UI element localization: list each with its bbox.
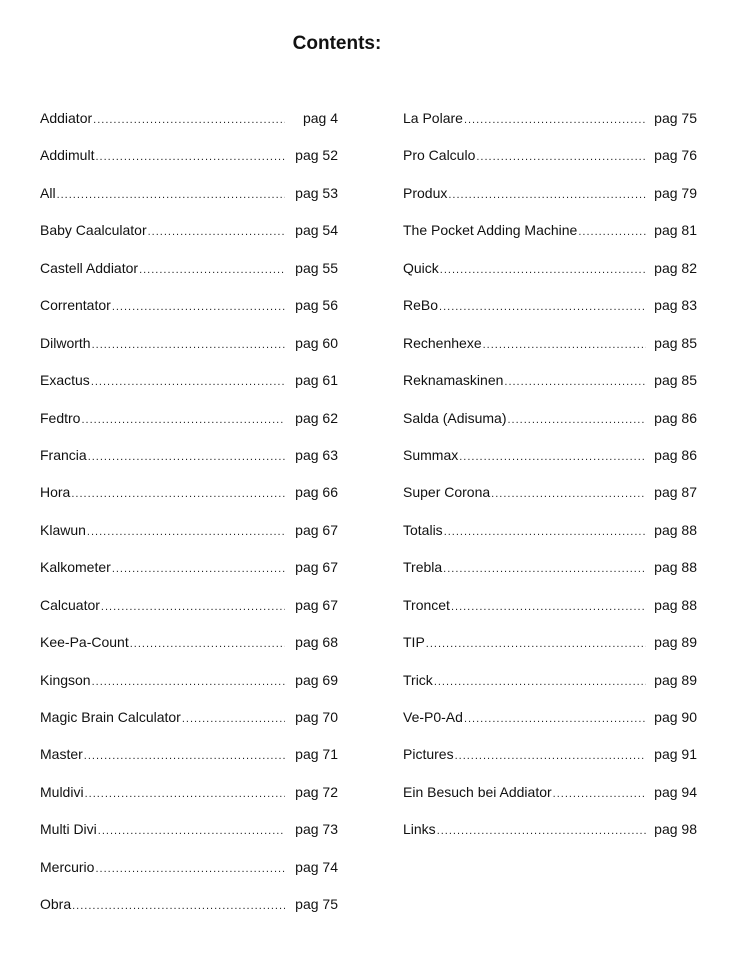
toc-entry-page: pag 90 xyxy=(654,709,697,725)
toc-entry-page: pag 79 xyxy=(654,184,697,201)
toc-entry-title: Kalkometer xyxy=(40,559,111,576)
toc-entry-title: Multi Divi xyxy=(40,821,97,838)
toc-entry xyxy=(40,482,338,519)
toc-entry-title: Castell Addiator xyxy=(40,259,139,276)
toc-entry xyxy=(403,707,697,744)
toc-entry xyxy=(403,557,697,594)
dot-leader xyxy=(464,110,646,130)
dot-leader xyxy=(92,335,285,355)
dot-leader xyxy=(130,634,285,654)
toc-entry xyxy=(40,894,338,931)
toc-entry-title: Calcuator xyxy=(40,596,100,613)
toc-entry xyxy=(40,632,338,669)
toc-entry xyxy=(40,744,338,781)
toc-entry-page: pag 52 xyxy=(295,147,338,164)
toc-entry-page: pag 83 xyxy=(654,297,697,314)
toc-entry xyxy=(403,632,697,669)
toc-entry-page: pag 98 xyxy=(654,821,697,838)
dot-leader xyxy=(459,447,646,467)
toc-entry xyxy=(40,857,338,894)
toc-entry xyxy=(403,145,697,182)
toc-entry xyxy=(403,408,697,445)
dot-leader xyxy=(439,297,646,317)
toc-entry-page: pag 89 xyxy=(654,634,697,651)
toc-entry-page: pag 89 xyxy=(654,671,697,688)
dot-leader xyxy=(426,634,646,654)
toc-entry-page: pag 53 xyxy=(295,184,338,201)
toc-entry-title: Totalis xyxy=(403,521,443,538)
toc-entry xyxy=(40,445,338,482)
dot-leader xyxy=(437,821,646,841)
toc-entry xyxy=(40,707,338,744)
toc-entry xyxy=(403,258,697,295)
toc-entry-title: Ve-P0-Ad xyxy=(403,709,463,725)
toc-entry-page: pag 85 xyxy=(654,372,697,389)
dot-leader xyxy=(455,746,646,766)
toc-entry-title: The Pocket Adding Machine xyxy=(403,222,578,239)
dot-leader xyxy=(88,447,285,467)
dot-leader xyxy=(578,222,646,242)
toc-entry xyxy=(403,333,697,370)
toc-entry-page: pag 70 xyxy=(295,709,338,725)
toc-entry-title: Links xyxy=(403,821,436,838)
toc-entry-title: Magic Brain Calculator xyxy=(40,709,181,725)
dot-leader xyxy=(451,597,646,617)
toc-entry-page: pag 63 xyxy=(295,446,338,463)
toc-entry-title: Kingson xyxy=(40,671,91,688)
toc-entry-title: Salda (Adisuma) xyxy=(403,409,507,426)
toc-entry-title: Francia xyxy=(40,446,87,463)
toc-entry xyxy=(40,782,338,819)
toc-entry xyxy=(40,557,338,594)
toc-entry-page: pag 87 xyxy=(654,484,697,501)
toc-entry-page: pag 75 xyxy=(295,896,338,913)
toc-entry-title: Trebla xyxy=(403,559,443,576)
contents-column-right xyxy=(403,108,697,857)
toc-entry-page: pag 66 xyxy=(295,484,338,501)
toc-entry xyxy=(403,819,697,856)
toc-entry-page: pag 72 xyxy=(295,783,338,800)
dot-leader xyxy=(476,147,646,167)
dot-leader xyxy=(483,335,646,355)
toc-entry-title: Obra xyxy=(40,896,72,913)
toc-entry xyxy=(40,370,338,407)
toc-entry xyxy=(40,108,338,145)
toc-entry-title: Produx xyxy=(403,184,448,201)
toc-entry xyxy=(403,445,697,482)
toc-entry-page: pag 75 xyxy=(654,110,697,126)
dot-leader xyxy=(93,110,285,130)
dot-leader xyxy=(71,484,285,504)
toc-entry-title: Troncet xyxy=(403,596,450,613)
toc-entry-title: Baby Caalculator xyxy=(40,222,147,239)
toc-entry-title: Super Corona xyxy=(403,484,491,501)
toc-entry xyxy=(40,670,338,707)
toc-entry-page: pag 94 xyxy=(654,783,697,800)
dot-leader xyxy=(182,709,285,729)
toc-entry xyxy=(40,595,338,632)
toc-entry-page: pag 85 xyxy=(654,334,697,351)
toc-entry xyxy=(40,145,338,182)
toc-entry-title: Rechenhexe xyxy=(403,334,482,351)
toc-entry-title: La Polare xyxy=(403,110,463,126)
dot-leader xyxy=(504,372,646,392)
toc-entry-title: Pictures xyxy=(403,746,454,763)
toc-entry-page: pag 74 xyxy=(295,858,338,875)
toc-entry xyxy=(40,295,338,332)
toc-entry-title: Summax xyxy=(403,446,459,463)
dot-leader xyxy=(553,784,646,804)
toc-entry xyxy=(403,595,697,632)
dot-leader xyxy=(85,784,285,804)
toc-entry-page: pag 81 xyxy=(654,222,697,239)
dot-leader xyxy=(84,746,285,766)
toc-entry-page: pag 71 xyxy=(295,746,338,763)
toc-entry-page: pag 62 xyxy=(295,409,338,426)
toc-entry xyxy=(403,670,697,707)
toc-entry xyxy=(40,333,338,370)
toc-entry-page: pag 86 xyxy=(654,409,697,426)
contents-column-left xyxy=(40,108,338,932)
toc-entry-title: Klawun xyxy=(40,521,86,538)
toc-entry-title: Correntator xyxy=(40,297,111,314)
toc-entry-title: All xyxy=(40,184,56,201)
toc-entry-title: Addiator xyxy=(40,110,93,126)
toc-entry xyxy=(40,220,338,257)
toc-entry-page: pag 67 xyxy=(295,559,338,576)
dot-leader xyxy=(139,260,285,280)
toc-entry-page: pag 76 xyxy=(654,147,697,164)
toc-entry-page: pag 73 xyxy=(295,821,338,838)
toc-entry-page: pag 54 xyxy=(295,222,338,239)
toc-entry-page: pag 82 xyxy=(654,259,697,276)
toc-entry-page: pag 88 xyxy=(654,559,697,576)
dot-leader xyxy=(92,672,285,692)
toc-entry-title: Mercurio xyxy=(40,858,95,875)
toc-entry-title: ReBo xyxy=(403,297,439,314)
dot-leader xyxy=(98,821,285,841)
toc-entry-page: pag 60 xyxy=(295,334,338,351)
dot-leader xyxy=(508,410,647,430)
page-title: Contents: xyxy=(292,33,382,54)
toc-entry-title: Reknamaskinen xyxy=(403,372,504,389)
toc-entry xyxy=(403,108,697,145)
toc-entry xyxy=(403,220,697,257)
toc-entry xyxy=(403,295,697,332)
toc-entry-title: Addimult xyxy=(40,147,95,164)
toc-entry-title: Pro Calculo xyxy=(403,147,476,164)
toc-entry-page: pag 4 xyxy=(302,110,338,126)
dot-leader xyxy=(95,147,285,167)
toc-entry xyxy=(40,258,338,295)
dot-leader xyxy=(148,222,285,242)
toc-entry xyxy=(403,370,697,407)
dot-leader xyxy=(434,672,646,692)
dot-leader xyxy=(491,484,646,504)
toc-entry xyxy=(40,520,338,557)
toc-entry-page: pag 91 xyxy=(654,746,697,763)
dot-leader xyxy=(87,522,285,542)
toc-entry-page: pag 56 xyxy=(295,297,338,314)
dot-leader xyxy=(72,896,285,916)
toc-entry xyxy=(40,183,338,220)
toc-entry-page: pag 67 xyxy=(295,596,338,613)
toc-entry-title: Hora xyxy=(40,484,71,501)
toc-entry-title: TIP xyxy=(403,634,425,651)
toc-entry xyxy=(403,782,697,819)
toc-entry-title: Master xyxy=(40,746,83,763)
toc-entry-title: Kee-Pa-Count xyxy=(40,634,129,651)
toc-entry xyxy=(403,744,697,781)
toc-entry-page: pag 61 xyxy=(295,372,338,389)
dot-leader xyxy=(95,859,285,879)
toc-entry-title: Fedtro xyxy=(40,409,81,426)
toc-entry xyxy=(40,408,338,445)
dot-leader xyxy=(101,597,285,617)
toc-entry xyxy=(40,819,338,856)
dot-leader xyxy=(112,297,285,317)
toc-entry-page: pag 55 xyxy=(295,259,338,276)
toc-entry-title: Ein Besuch bei Addiator xyxy=(403,783,552,800)
dot-leader xyxy=(81,410,285,430)
toc-entry-page: pag 68 xyxy=(295,634,338,651)
toc-entry-page: pag 88 xyxy=(654,596,697,613)
dot-leader xyxy=(448,185,646,205)
dot-leader xyxy=(112,559,285,579)
toc-entry-title: Dilworth xyxy=(40,334,91,351)
toc-entry-title: Muldivi xyxy=(40,783,84,800)
dot-leader xyxy=(444,522,646,542)
dot-leader xyxy=(57,185,285,205)
dot-leader xyxy=(91,372,285,392)
toc-entry xyxy=(403,482,697,519)
toc-entry-title: Exactus xyxy=(40,372,90,389)
dot-leader xyxy=(440,260,646,280)
toc-entry-page: pag 88 xyxy=(654,521,697,538)
toc-entry-title: Trick xyxy=(403,671,433,688)
toc-entry xyxy=(403,520,697,557)
toc-entry-page: pag 67 xyxy=(295,521,338,538)
toc-entry xyxy=(403,183,697,220)
toc-entry-page: pag 69 xyxy=(295,671,338,688)
toc-entry-page: pag 86 xyxy=(654,446,697,463)
dot-leader xyxy=(464,709,646,729)
toc-entry-title: Quick xyxy=(403,259,439,276)
dot-leader xyxy=(443,559,646,579)
